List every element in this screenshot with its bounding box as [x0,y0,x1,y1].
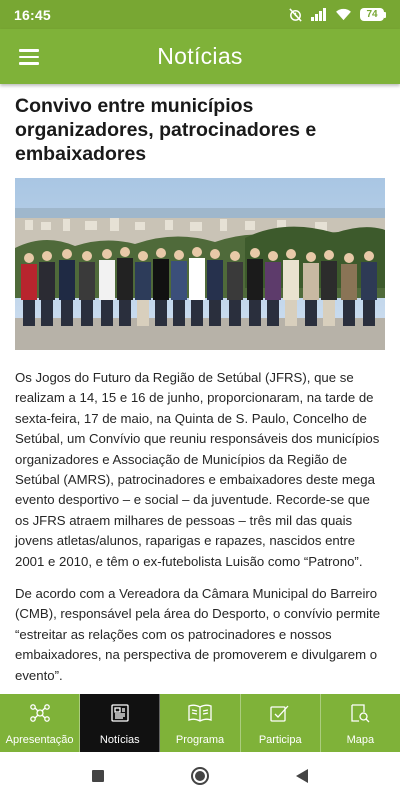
tab-mapa[interactable] [321,694,400,752]
map-search-icon [348,701,372,730]
program-book-icon [187,701,213,730]
tab-programa[interactable] [160,694,240,752]
bottom-nav [0,694,400,752]
tab-label: Programa [175,734,225,746]
presentation-icon [28,701,52,730]
tab-label: Mapa [346,734,375,746]
article-photo[interactable] [15,178,385,350]
battery-level: 74 [360,8,384,21]
recents-icon [91,769,105,783]
status-time: 16:45 [14,6,51,23]
tab-label: Apresentação [5,734,74,746]
article-body [15,368,385,686]
wifi-icon [335,8,352,21]
tab-label: Notícias [99,734,140,746]
page-title: Notícias [157,43,243,69]
participate-icon [268,701,292,730]
tab-label: Participa [258,734,302,746]
alarm-off-icon [288,7,303,22]
recents-button[interactable] [78,756,118,796]
back-icon [295,768,309,784]
home-icon [190,766,210,786]
battery-icon [360,8,386,21]
article-paragraph-1: Os Jogos do Futuro da Região de Setúbal (JFRS), que se realizam a 14, 15 e 16 de junho, proporcionaram, na tarde de sexta-feira, 17 de maio, na Quinta de S. Paulo, Concelho de Setúbal, um Convívio que reuniu responsáveis dos municípios organizadores e Associação de Municípios da Região de Setúbal (AMRS), patrocinadores e embaixadores deste mega evento desportivo – e social – da juventude. Recorde-se que os JFRS atraem milhares de pessoas – três mil das quais jovens atletas/alunos, raparigas e rapazes, nascidos entre 2001 e 2010, e têm o ex-futebolista Luisão como “Patrono”. [15,370,380,569]
tab-apresentacao[interactable] [0,694,80,752]
tab-noticias[interactable] [80,694,160,752]
status-bar [0,0,400,29]
tab-participa[interactable] [241,694,321,752]
status-icons [288,7,386,22]
signal-icon [311,8,327,21]
app-bar [0,29,400,84]
news-icon [108,701,132,730]
article-content[interactable] [0,84,400,694]
article-paragraph-2: De acordo com a Vereadora da Câmara Municipal do Barreiro (CMB), responsável pela área do Desporto, o convívio permite “estreitar as relações com os patrocinadores e nossos embaixadores, na perspectiva de promoverem e divulgarem o evento”. [15,586,381,683]
home-button[interactable] [180,756,220,796]
back-button[interactable] [282,756,322,796]
menu-button[interactable] [12,41,46,73]
hamburger-icon [19,49,39,52]
system-navigation-bar [0,752,400,800]
article-title: Convivo entre municípios organizadores, patrocinadores e embaixadores [15,95,317,165]
